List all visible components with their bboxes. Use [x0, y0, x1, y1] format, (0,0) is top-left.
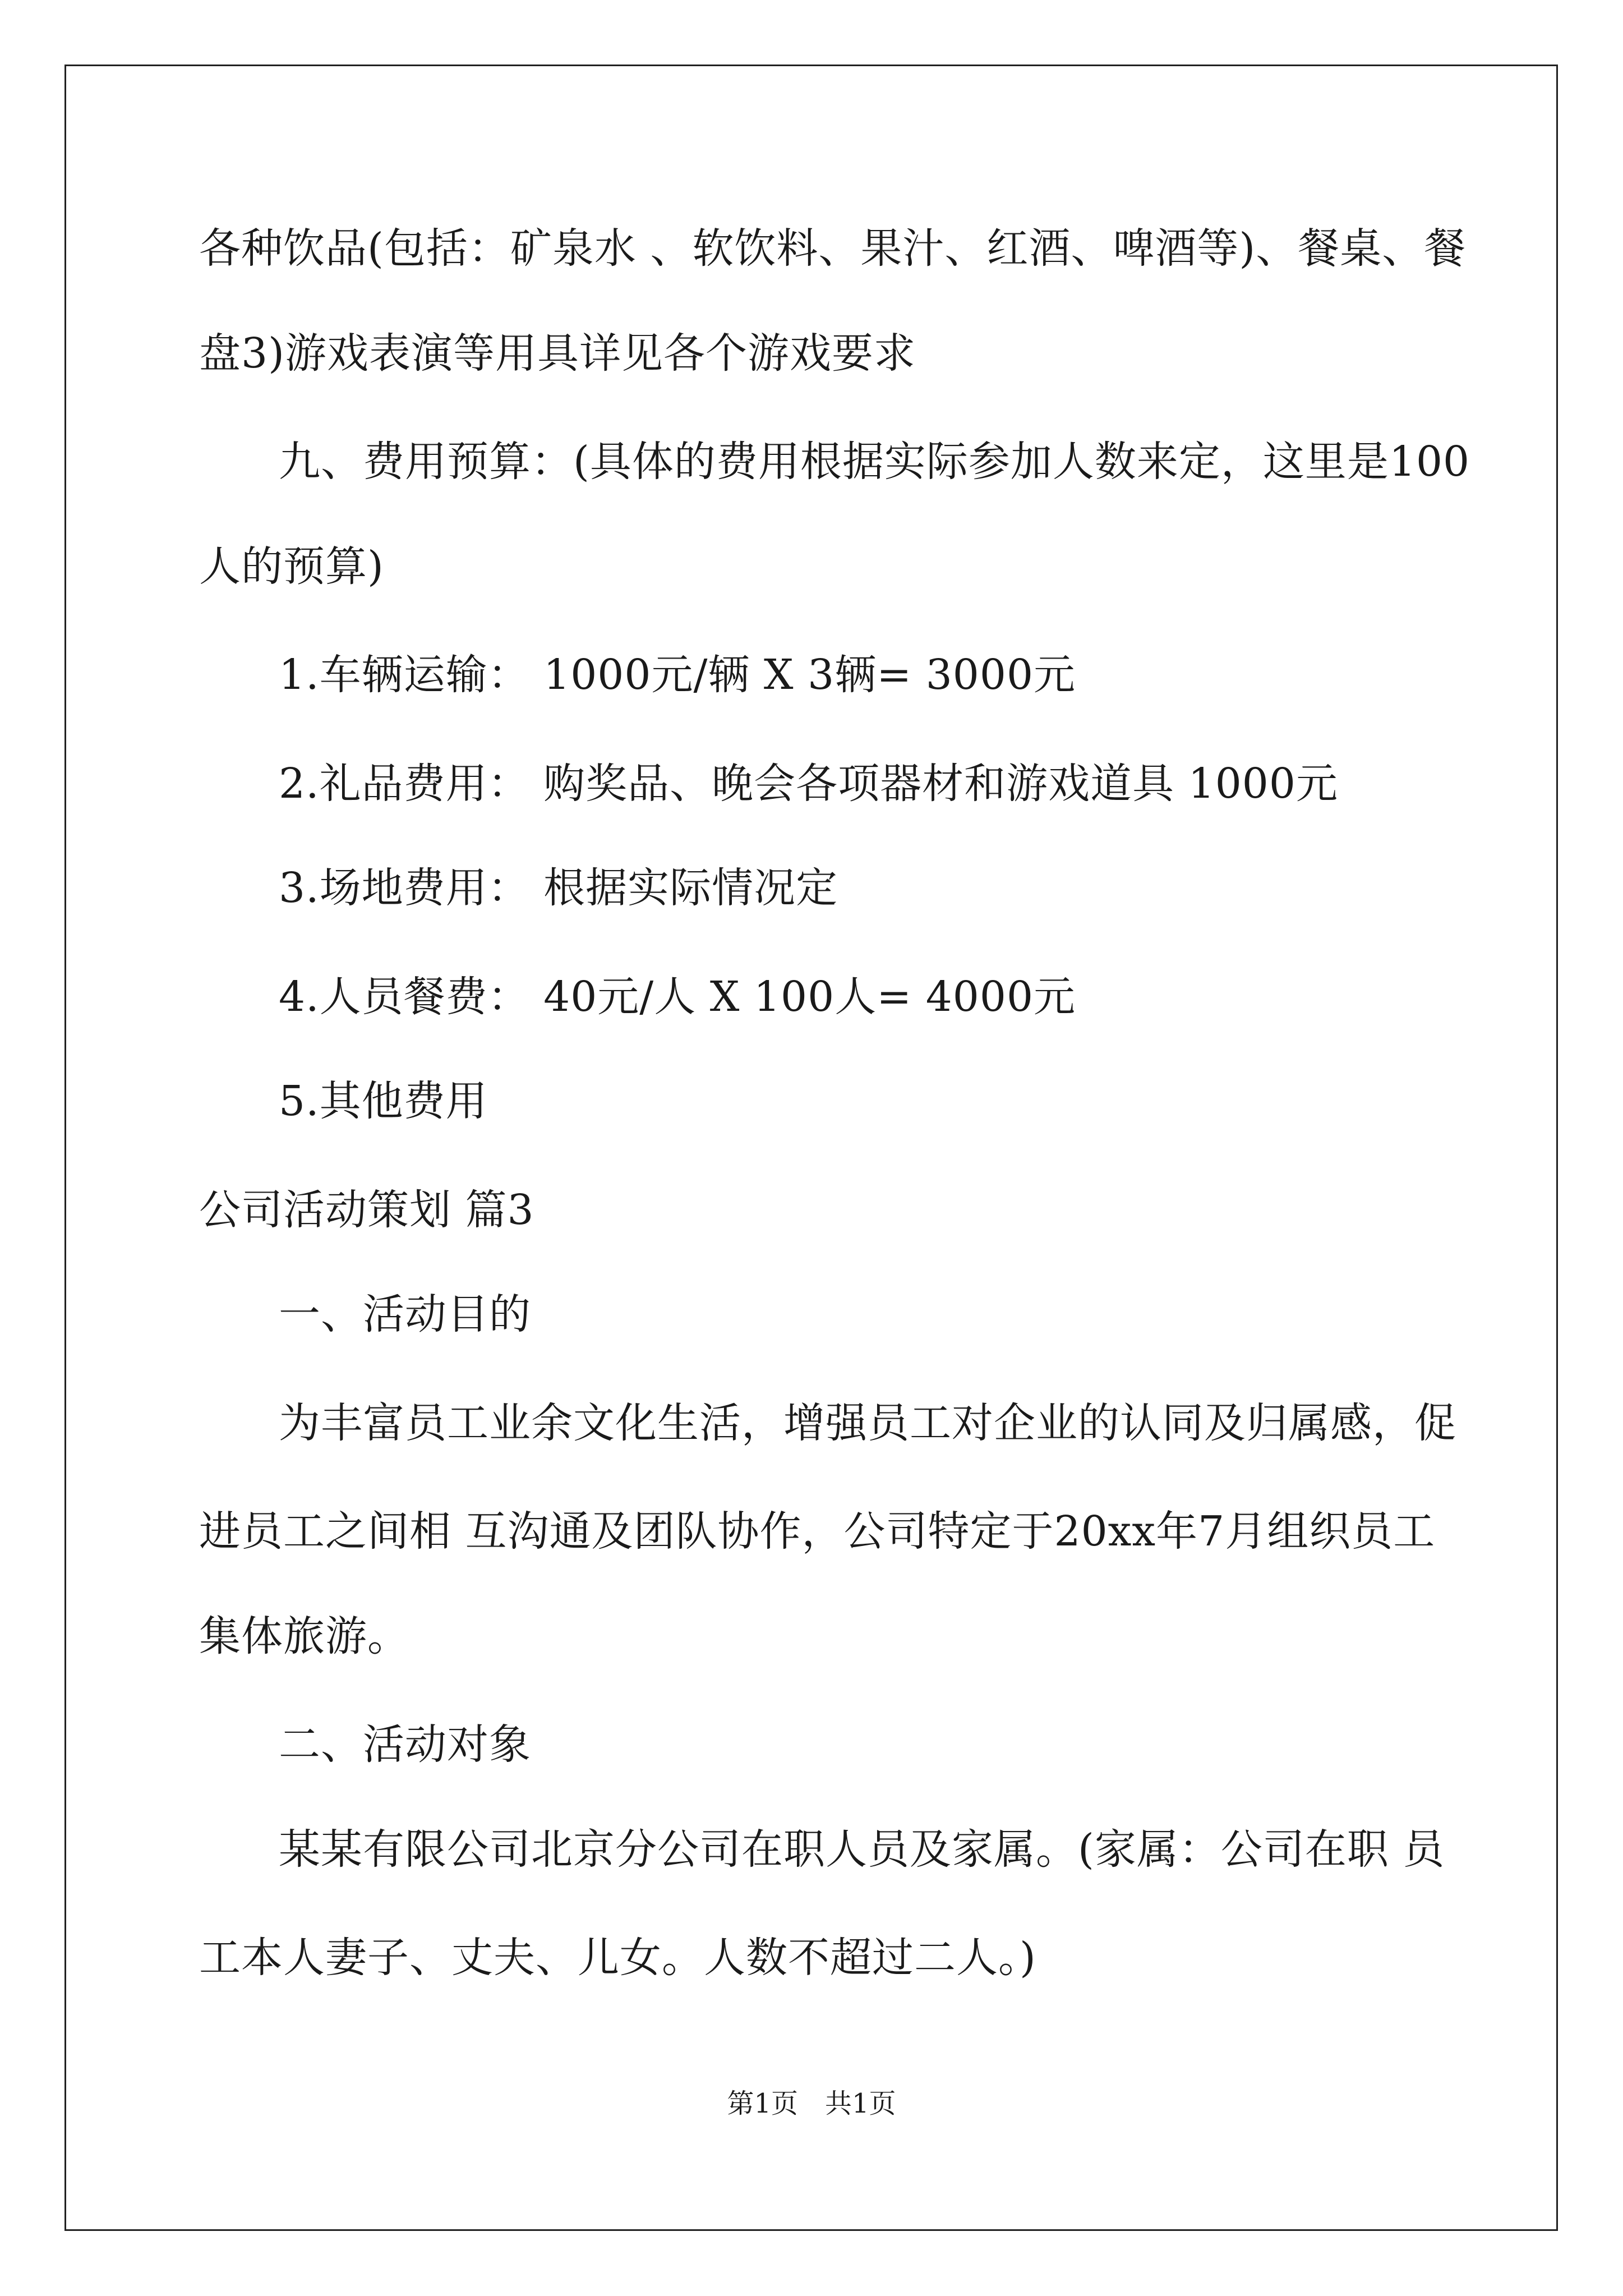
text-line: 九、费用预算：(具体的费用根据实际参加人数来定，这里是100 [279, 438, 1470, 486]
text-line: 某某有限公司北京分公司在职人员及家属。(家属：公司在职 员 [279, 1825, 1445, 1874]
text-line: 3.场地费用： 根据实际情况定 [279, 864, 838, 912]
text-line: 工本人妻子、丈夫、儿女。人数不超过二人。) [199, 1934, 1036, 1982]
text-line: 人的预算) [199, 542, 384, 591]
text-line: 1.车辆运输： 1000元/辆 X 3辆= 3000元 [279, 651, 1076, 699]
text-line: 一、活动目的 [279, 1290, 531, 1338]
page-border [64, 65, 1558, 2231]
text-line: 二、活动对象 [279, 1720, 531, 1769]
text-line: 4.人员餐费： 40元/人 X 100人= 4000元 [279, 973, 1076, 1021]
text-line: 为丰富员工业余文化生活，增强员工对企业的认同及归属感，促 [279, 1399, 1456, 1447]
text-line: 2.礼品费用： 购奖品、晚会各项器材和游戏道具 1000元 [279, 760, 1338, 808]
page-footer: 第1页 共1页 [727, 2088, 896, 2119]
text-line: 各种饮品(包括：矿泉水 、软饮料、果汁、红酒、啤酒等)、餐桌、餐 [199, 224, 1467, 273]
text-line: 5.其他费用 [279, 1077, 488, 1125]
section-heading: 公司活动策划 篇3 [199, 1186, 534, 1234]
text-line: 进员工之间相 互沟通及团队协作，公司特定于20xx年7月组织员工 [199, 1507, 1436, 1556]
text-line: 盘3)游戏表演等用具详见各个游戏要求 [199, 329, 916, 378]
text-line: 集体旅游。 [199, 1612, 409, 1660]
